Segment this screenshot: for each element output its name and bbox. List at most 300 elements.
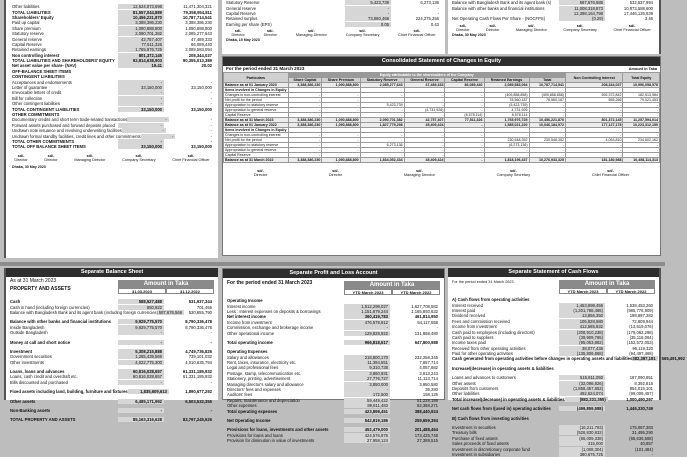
current-period-value: 27,958,124 (344, 438, 390, 443)
prior-period-value: - (436, 325, 438, 331)
current-period-value: 3,850,000 (344, 382, 390, 387)
current-period-value: 85,163,316,628 (118, 417, 164, 422)
row-label: Salary and allowances (227, 354, 269, 360)
row-label: Received from other operating activities (452, 345, 526, 351)
current-period-value: 33,150,000 (118, 85, 164, 90)
prior-period-value: 54,117,558 (417, 319, 438, 325)
section-separator (0, 262, 665, 266)
current-period-value: 73,060,468 (345, 16, 391, 21)
row-label: Managing director's salary and allowance (227, 381, 304, 387)
cell-value: 10,046,184,972 (529, 123, 565, 128)
prior-period-value: 3,813,243 (419, 370, 438, 376)
current-period-value: - (118, 330, 164, 335)
cell-value: - (288, 138, 322, 143)
cell-value: 2,089,583,094 (484, 83, 529, 88)
prior-period-value: 33,150,000 (191, 106, 212, 112)
cell-value: - (529, 133, 565, 138)
section-title: PROPERTY AND ASSETS (10, 286, 71, 292)
statement-row (452, 313, 655, 318)
statement-row (12, 31, 214, 36)
signatory-title: Company Secretary (122, 157, 156, 162)
prior-period-value: 1,446,330,749 (626, 406, 653, 412)
row-label: TOTAL LIABILITIES (12, 9, 51, 15)
row-label: Sales proceeds of fixed assets (452, 441, 509, 447)
cell-value: - (322, 98, 360, 103)
prior-period-value: 187,090,851 (629, 375, 653, 381)
row-label: Total increase/(decrease) in operating assets & liabilities (452, 396, 565, 402)
cell-value: 1,090,888,800 (322, 123, 360, 128)
prior-period-value: 31,495,290 (632, 430, 653, 436)
column-header: Statutory Reserve (360, 78, 404, 83)
row-label: Retained surplus (226, 16, 258, 22)
current-period-value: - (344, 325, 390, 330)
current-period-value: 5,308,215,888 (118, 349, 164, 354)
cell-value: 177,127,178 (565, 123, 623, 128)
current-period-value: 1,151,879,244 (344, 309, 390, 314)
row-label: Investment in subsidiaries (452, 451, 501, 457)
prior-period-value: 224,275,256 (415, 16, 439, 22)
statement-row (12, 36, 214, 41)
row-label: Provisions for loans, investments and other assets (227, 427, 329, 433)
current-period-value: 9,929,775,570 (118, 319, 164, 324)
sd-mark: sd/- (359, 28, 366, 33)
row-label: Dividend received (452, 313, 486, 319)
prior-period-value: (152,572,053) (626, 340, 653, 346)
row-label: General reserve (226, 5, 257, 11)
statement-row (10, 304, 214, 309)
statement-row (12, 15, 214, 20)
current-period-value: (95,053,882) (559, 340, 605, 345)
cell-value: - (404, 143, 445, 148)
statement-row (227, 325, 440, 330)
signature-block (74, 154, 105, 162)
equity-row (224, 158, 660, 163)
signature-block (497, 169, 531, 177)
cell-value: - (288, 143, 322, 148)
cell-value: 10,787,714,541 (529, 83, 565, 88)
row-label: Interest paid (452, 307, 476, 313)
column-header: Non Controlling Interest (565, 73, 623, 83)
column-header: Share Premium (322, 78, 360, 83)
cell-value: 1,090,888,800 (322, 158, 360, 163)
prior-period-value: 6,503,532,355 (185, 398, 212, 404)
cell-value: 1,585,021,220 (484, 123, 529, 128)
statement-row (10, 339, 214, 344)
cell-value: 8,578,114 (484, 113, 529, 118)
statement-row (226, 5, 441, 10)
statement-row (12, 139, 214, 144)
cell-value: - (404, 138, 445, 143)
cell-value: - (445, 133, 484, 138)
prior-period-value: - (210, 128, 212, 134)
column-header: Particulars (224, 73, 289, 83)
current-period-value: 89,811,483 (344, 403, 390, 408)
changes-in-equity-panel (222, 56, 661, 256)
current-period-value: 38,077,436 (559, 346, 605, 351)
statement-row (10, 325, 214, 330)
cell-value: - (484, 148, 529, 153)
cell-value: - (360, 93, 404, 98)
current-period-value: (1,201,788,465) (559, 308, 605, 313)
sd-mark: sd/- (413, 28, 421, 33)
prior-period-value: 11,471,304,321 (183, 4, 212, 10)
current-period-value: (1,008,304) (559, 447, 605, 452)
cell-value: 182,513,984 (623, 93, 660, 98)
prior-period-value: 83,797,245,626 (182, 417, 212, 423)
statement-row (452, 302, 655, 307)
column-header: Retained Earnings (484, 78, 529, 83)
row-label: Loans, loans and advances (10, 369, 65, 375)
row-label: Interest income (227, 303, 256, 309)
cell-value: - (623, 108, 660, 113)
row-label: TOTAL PROPERTY AND ASSETS (10, 417, 76, 423)
column-header: Capital Reserve (445, 78, 484, 83)
current-period-value: (882,221,355) (565, 397, 608, 402)
signature-block (456, 24, 469, 32)
cell-value: - (529, 148, 565, 153)
sd-mark: sd/- (489, 23, 497, 28)
cell-value: - (360, 153, 404, 158)
cell-value: 3,388,386,230 (288, 158, 322, 163)
column-header-2: YTD March 2022 (607, 288, 655, 294)
cell-value: 2,085,277,643 (360, 83, 404, 88)
cell-value: 2,090,701,382 (360, 118, 404, 123)
prior-period-value: 530,655,790 (188, 309, 212, 315)
column-header-2: YTD March 2022 (392, 289, 440, 295)
statement-row (227, 398, 440, 403)
current-period-value: (1,858,457,653) (559, 386, 605, 391)
row-label: Shareholders' Equity (12, 14, 54, 20)
statement-row (12, 63, 214, 68)
statement-row (227, 355, 440, 360)
statement-row (227, 365, 440, 370)
statement-row (452, 380, 655, 385)
signature-block (516, 24, 547, 32)
row-label: Balance with other banks and financial institutions (10, 319, 111, 325)
current-period-value: 492,624,074 (559, 391, 605, 396)
prior-period-value: - (210, 339, 212, 345)
prior-period-value: 461,814,950 (414, 314, 438, 320)
statement-row (10, 360, 214, 365)
cell-value: 78,560,187 (529, 98, 565, 103)
cell-value: - (445, 108, 484, 113)
prior-period-value: - (651, 451, 653, 457)
statement-row (227, 309, 440, 314)
cell-value: 3,388,386,230 (288, 118, 322, 123)
statement-row (452, 386, 655, 391)
row-label: Interest received (452, 302, 483, 308)
cell-value: 181,180,988 (565, 158, 623, 163)
prior-period-value: - (210, 138, 212, 144)
prior-period-value: 51,228,186 (417, 397, 438, 403)
statement-row (12, 4, 214, 9)
statement-row (452, 375, 655, 380)
cell-value: - (484, 153, 529, 158)
cell-value: 1,827,779,298 (360, 123, 404, 128)
cell-value: - (623, 103, 660, 108)
prior-period-value: - (210, 79, 212, 85)
cell-value: - (322, 108, 360, 113)
statement-row (12, 53, 214, 58)
prior-period-value: 173,425,748 (414, 432, 438, 438)
row-label: Changes in non-controlling interest (224, 93, 289, 98)
statement-row (226, 22, 441, 27)
current-period-value: (39,909,765) (559, 335, 605, 340)
cell-value: 10,996,058,578 (623, 83, 660, 88)
amount-header: Amount in Taka (344, 281, 440, 289)
prior-period-value: 8,392,818 (634, 380, 653, 386)
column-header-2: 31.12.2022 (166, 288, 214, 294)
current-period-value: 172,500 (344, 392, 390, 397)
row-label: Income from investment (452, 324, 497, 330)
row-label: Other liabilities (12, 4, 40, 10)
cell-value: - (288, 133, 322, 138)
current-period-value: 27,776,727 (344, 376, 390, 381)
row-label: Bill for collection (12, 95, 43, 101)
prior-period-value: - (210, 122, 212, 128)
prior-period-value: 1,000,490,297 (626, 396, 653, 402)
statement-row (452, 391, 655, 396)
cell-value: (4,731,926) (404, 108, 445, 113)
prior-period-value: 20.02 (201, 63, 212, 69)
current-period-value: 801,372,145 (118, 53, 164, 58)
current-period-value: - (127, 117, 168, 122)
row-label: Letter of guarantee (12, 85, 48, 91)
row-label: Paid for other operating activities (452, 351, 513, 357)
current-period-value: 382,387,181 (632, 356, 656, 362)
signature-block (14, 154, 27, 162)
row-label: Net Operating Income (227, 418, 271, 423)
separate-balance-sheet-panel (4, 268, 218, 423)
current-period-value: 19.41 (118, 63, 164, 68)
signatory-title: Director (263, 32, 277, 37)
current-period-value: - (141, 134, 176, 139)
cell-value: 3,388,386,230 (288, 123, 322, 128)
signatory-title: Director (14, 157, 28, 162)
sd-mark: sd/- (135, 153, 143, 158)
signatory-title: Chief Financial Officer (613, 27, 651, 32)
row-label: Irrevocable letters of credit (12, 90, 62, 96)
statement-row (227, 438, 440, 443)
row-label: Purchase of fixed assets (452, 435, 498, 441)
signatory-title: Managing Director (403, 173, 435, 177)
prior-period-value: - (210, 379, 212, 385)
row-label: Undrawn note issuance and revolving underwriting facilities (12, 128, 122, 134)
statement-row (227, 392, 440, 397)
cell-value: 234,602,162 (623, 138, 660, 143)
cell-value: - (565, 143, 623, 148)
signature-block (172, 154, 209, 162)
statement-row (10, 299, 214, 304)
cell-value: - (445, 98, 484, 103)
row-label: Balance as at 01 January 2023 (224, 83, 289, 88)
consolidated-balance-sheet-rows (6, 0, 218, 150)
row-label: Changes in non-controlling interest (224, 133, 289, 138)
row-label: Paid up capital (12, 20, 40, 26)
current-period-value: 11,008,318,873 (559, 6, 605, 11)
statement-row (227, 360, 440, 365)
row-label: Cash generated from operating activities before changes in operating assets and liabilities (452, 356, 633, 362)
cell-value: - (404, 148, 445, 153)
column-header: Share Capital (288, 78, 322, 83)
row-label: Capital Reserve (224, 153, 289, 158)
cell-value: - (288, 108, 322, 113)
statement-row (10, 398, 214, 403)
row-label: TOTAL LIABILITIES AND SHAREHOLDERS' EQUITY (12, 58, 115, 64)
statement-row (452, 356, 685, 362)
row-label: Legal and professional fees (227, 365, 279, 371)
prior-period-value: 3,388,386,230 (185, 20, 212, 26)
cell-value: 86,089,440 (445, 83, 484, 88)
current-period-value: 542,819,186 (344, 418, 390, 423)
statement-row (12, 42, 214, 47)
consolidated-pl-continued-panel (222, 0, 445, 54)
statement-row (452, 346, 655, 351)
current-period-value: 515,811,050 (559, 375, 605, 380)
signatory-title: Managing Director (515, 27, 547, 32)
cell-value: - (623, 153, 660, 158)
row-label: Items involved in Changes in Equity (225, 88, 287, 92)
prior-period-value: (35,116,064) (629, 334, 653, 340)
prior-period-value: 8,790,336,478 (185, 324, 212, 330)
current-period-value: - (118, 139, 164, 144)
cell-value: - (565, 108, 623, 113)
prior-period-value: - (210, 408, 212, 414)
current-period-value: 9,929,775,570 (118, 325, 164, 330)
statement-row (10, 330, 214, 335)
cell-value: 10,223,312,150 (623, 123, 660, 128)
signatory-title: Director (486, 27, 500, 32)
cell-value: - (404, 133, 445, 138)
statement-row (452, 430, 655, 435)
row-label: Undrawn formal standby facilities, credit lines and other commitments (12, 133, 141, 139)
current-period-value: 12,398,164,798 (559, 11, 605, 16)
row-label: Income taxes paid (452, 340, 486, 346)
signature-block (231, 29, 244, 37)
prior-period-value: 79,358,954,811 (183, 9, 212, 15)
signatures (448, 24, 659, 32)
current-period-value: 33,150,000 (118, 144, 164, 149)
statement-row (452, 351, 655, 356)
row-label: Other liabilities (452, 391, 480, 397)
column-header-1: YTD March 2023 (559, 288, 607, 294)
row-label: Balance with Bangladesh Bank and its agent bank (including foreign currencies) (10, 309, 159, 315)
statement-row (12, 26, 214, 31)
signatory-title: Chief Financial Officer (172, 157, 210, 162)
prior-period-value: 10,873,588,600 (623, 5, 653, 11)
cell-value: 45,409,424 (404, 123, 445, 128)
current-period-value: - (118, 380, 164, 385)
cell-value: - (360, 113, 404, 118)
statement-row (12, 90, 214, 95)
prior-period-value: 259,659,394 (414, 418, 438, 423)
cell-value: - (322, 103, 360, 108)
row-label: Retained earnings (12, 47, 46, 53)
prior-period-value: 701,455 (196, 304, 212, 310)
cell-value: - (322, 93, 360, 98)
sd-mark: sd/- (266, 28, 274, 33)
signature-block (563, 24, 597, 32)
sd-mark: sd/- (47, 153, 55, 158)
statement-row (226, 16, 441, 21)
cell-value: - (404, 98, 445, 103)
current-period-value: 424,576,876 (344, 433, 390, 438)
statement-row (12, 117, 214, 122)
cell-value: 42,757,407 (404, 118, 445, 123)
current-period-value: 2,090,701,382 (118, 31, 164, 36)
signature-block (44, 154, 57, 162)
column-header-1: 31.03.2023 (118, 288, 166, 294)
prior-period-value: 1,165,893,632 (411, 308, 438, 314)
prior-period-value: (13,519,076) (629, 324, 653, 330)
cell-value: - (445, 93, 484, 98)
statement-row (10, 354, 214, 359)
cell-value: 6,273,136 (360, 143, 404, 148)
statement-row (452, 308, 655, 313)
current-period-value: 6,485,171,992 (118, 399, 164, 404)
cell-value: 5,423,739 (360, 103, 404, 108)
cell-value: 1,834,052,434 (360, 158, 404, 163)
separate-balance-sheet-title: Separate Balance Sheet (6, 268, 218, 277)
sd-mark: sd/- (527, 23, 535, 28)
row-label: Government securities (10, 354, 52, 360)
current-period-value: 966,818,617 (344, 340, 390, 345)
statement-row (10, 389, 214, 394)
statement-row (452, 5, 655, 10)
separate-pl-panel (222, 268, 445, 444)
statement-row (452, 436, 655, 441)
prior-period-value: 175,087,383 (629, 425, 653, 430)
cell-value: - (288, 103, 322, 108)
row-label: Money at call and short notice (10, 339, 71, 345)
signatory-title: Managing Director (74, 157, 106, 162)
cell-value: 47,489,333 (404, 83, 445, 88)
cell-value: - (623, 148, 660, 153)
current-period-value: 1,765,976,725 (118, 47, 164, 52)
prior-period-value: 1,538,453,260 (626, 302, 653, 308)
period-label: For the period ended 31 March 2023 (452, 280, 514, 284)
current-period-value: 1,453,899,456 (559, 303, 605, 308)
statement-row (227, 408, 440, 413)
row-label: B) Cash flows from investing activities (452, 415, 529, 421)
cell-value: 208,344,037 (565, 83, 623, 88)
row-label: Treasury bills (452, 430, 477, 436)
current-period-value: 105,828,680 (559, 319, 605, 324)
column-header: Total (529, 78, 565, 83)
prior-period-value: 131,868,480 (414, 330, 438, 336)
cell-value: 1,090,888,800 (322, 83, 360, 88)
statement-row (452, 319, 655, 324)
prior-period-value: 158,125 (422, 392, 438, 398)
cell-value: (6,273,136) (484, 143, 529, 148)
current-period-value: - (118, 101, 164, 106)
row-label: OFF-BALANCE SHEET ITEMS (12, 68, 72, 74)
statement-row (452, 446, 655, 451)
cell-value: - (288, 93, 322, 98)
current-period-value: - (118, 90, 164, 95)
prior-period-value: 17,446,126,639 (623, 10, 653, 16)
sd-mark: sd/- (607, 169, 614, 173)
row-label: Income from investment (227, 319, 272, 325)
signature-block (613, 24, 650, 32)
row-label: Balance as at 31 March 2023 (224, 118, 289, 123)
prior-period-value: 11,113,714 (417, 376, 438, 382)
row-label: Operating Expenses (227, 349, 268, 355)
signatory-title: Director (253, 173, 268, 177)
prior-period-value: - (210, 95, 212, 101)
statement-row (12, 47, 214, 52)
current-period-value: 5,423,739 (345, 0, 391, 5)
